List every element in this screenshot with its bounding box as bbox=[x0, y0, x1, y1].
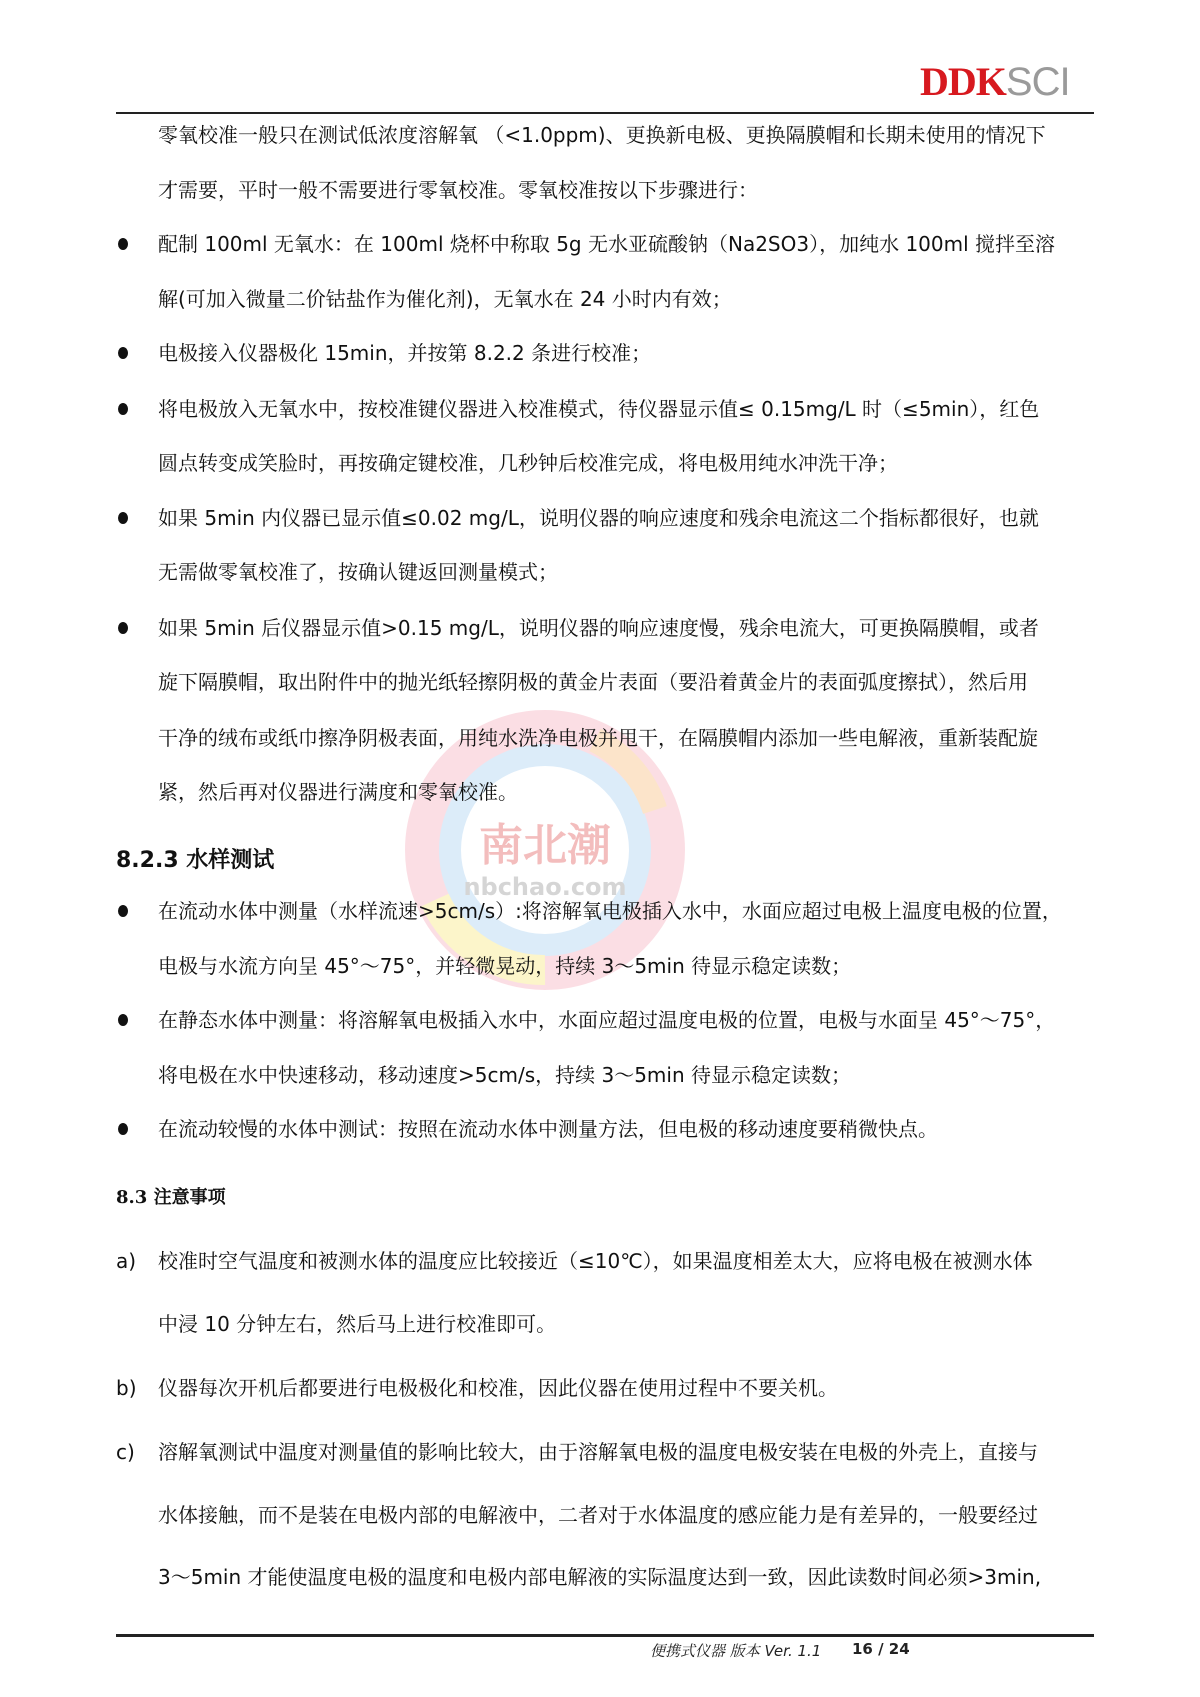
text-line: 解(可加入微量二价钴盐作为催化剂)，无氧水在 24 小时内有效； bbox=[158, 287, 732, 311]
list-marker: b) bbox=[116, 1376, 137, 1400]
text-line: 在流动水体中测量（水样流速>5cm/s）:将溶解氧电极插入水中，水面应超过电极上温度电极的位置， bbox=[158, 899, 1062, 923]
text-line: 将电极在水中快速移动，移动速度>5cm/s，持续 3～5min 待显示稳定读数； bbox=[158, 1063, 851, 1087]
bullet-icon bbox=[118, 622, 128, 634]
bullet-icon bbox=[118, 512, 128, 524]
text-line: 圆点转变成笑脸时，再按确定键校准，几秒钟后校准完成，将电极用纯水冲洗干净； bbox=[158, 451, 898, 475]
header-rule bbox=[116, 112, 1094, 114]
footer-rule bbox=[116, 1634, 1094, 1637]
page-number: 16 / 24 bbox=[852, 1640, 910, 1658]
text-line: 电极接入仪器极化 15min，并按第 8.2.2 条进行校准； bbox=[158, 341, 652, 365]
list-marker: a) bbox=[116, 1249, 137, 1273]
list-marker: c) bbox=[116, 1440, 135, 1464]
text-line: 旋下隔膜帽，取出附件中的抛光纸轻擦阴极的黄金片表面（要沿着黄金片的表面弧度擦拭），然后用 bbox=[158, 670, 1028, 694]
text-line: 中浸 10 分钟左右，然后马上进行校准即可。 bbox=[158, 1312, 557, 1336]
watermark-text-cn: 南北潮 bbox=[479, 820, 611, 871]
text-line: 才需要，平时一般不需要进行零氧校准。零氧校准按以下步骤进行： bbox=[158, 178, 758, 202]
text-line: 溶解氧测试中温度对测量值的影响比较大，由于溶解氧电极的温度电极安装在电极的外壳上，直接与 bbox=[158, 1440, 1038, 1464]
bullet-icon bbox=[118, 1123, 128, 1135]
text-line: 校准时空气温度和被测水体的温度应比较接近（≤10℃），如果温度相差太大，应将电极在被测水体 bbox=[158, 1249, 1033, 1273]
text-line: 如果 5min 内仪器已显示值≤0.02 mg/L，说明仪器的响应速度和残余电流这二个指标都很好，也就 bbox=[158, 506, 1039, 530]
text-line: 将电极放入无氧水中，按校准键仪器进入校准模式，待仪器显示值≤ 0.15mg/L 时（≤5min），红色 bbox=[158, 397, 1040, 421]
text-line: 如果 5min 后仪器显示值>0.15 mg/L，说明仪器的响应速度慢，残余电流大，可更换隔膜帽，或者 bbox=[158, 616, 1039, 640]
text-line: 干净的绒布或纸巾擦净阴极表面，用纯水洗净电极并甩干，在隔膜帽内添加一些电解液，重新装配旋 bbox=[158, 726, 1038, 750]
text-line: 水体接触，而不是装在电极内部的电解液中，二者对于水体温度的感应能力是有差异的，一般要经过 bbox=[158, 1503, 1038, 1527]
watermark-text-en: nbchao.com bbox=[463, 873, 627, 901]
bullet-icon bbox=[118, 905, 128, 917]
text-line: 3～5min 才能使温度电极的温度和电极内部电解液的实际温度达到一致，因此读数时间必须>3min, bbox=[158, 1565, 1042, 1589]
text-line: 配制 100ml 无氧水：在 100ml 烧杯中称取 5g 无水亚硫酸钠（Na2SO3），加纯水 100ml 搅拌至溶 bbox=[158, 232, 1056, 256]
text-line: 无需做零氧校准了，按确认键返回测量模式； bbox=[158, 560, 558, 584]
text-line: 紧，然后再对仪器进行满度和零氧校准。 bbox=[158, 780, 518, 804]
logo-gray-text: SCI bbox=[1005, 60, 1070, 104]
text-line: 零氧校准一般只在测试低浓度溶解氧 （<1.0ppm)、更换新电极、更换隔膜帽和长期未使用的情况下 bbox=[158, 123, 1046, 147]
footer-doc-version: 便携式仪器 版本 Ver. 1.1 bbox=[650, 1642, 822, 1660]
section-heading-8-3: 8.3 注意事项 bbox=[116, 1187, 226, 1208]
text-line: 仪器每次开机后都要进行电极极化和校准，因此仪器在使用过程中不要关机。 bbox=[158, 1376, 838, 1400]
text-line: 在静态水体中测量：将溶解氧电极插入水中，水面应超过温度电极的位置，电极与水面呈 45°～75°， bbox=[158, 1008, 1056, 1032]
section-heading-8-2-3: 8.2.3 水样测试 bbox=[116, 848, 275, 873]
bullet-icon bbox=[118, 1014, 128, 1026]
text-line: 在流动较慢的水体中测试：按照在流动水体中测量方法，但电极的移动速度要稍微快点。 bbox=[158, 1117, 938, 1141]
bullet-icon bbox=[118, 403, 128, 415]
bullet-icon bbox=[118, 347, 128, 359]
logo-red-text: DDK bbox=[920, 59, 1006, 104]
bullet-icon bbox=[118, 238, 128, 250]
brand-logo bbox=[920, 58, 1070, 105]
text-line: 电极与水流方向呈 45°～75°，并轻微晃动，持续 3～5min 待显示稳定读数； bbox=[158, 954, 852, 978]
